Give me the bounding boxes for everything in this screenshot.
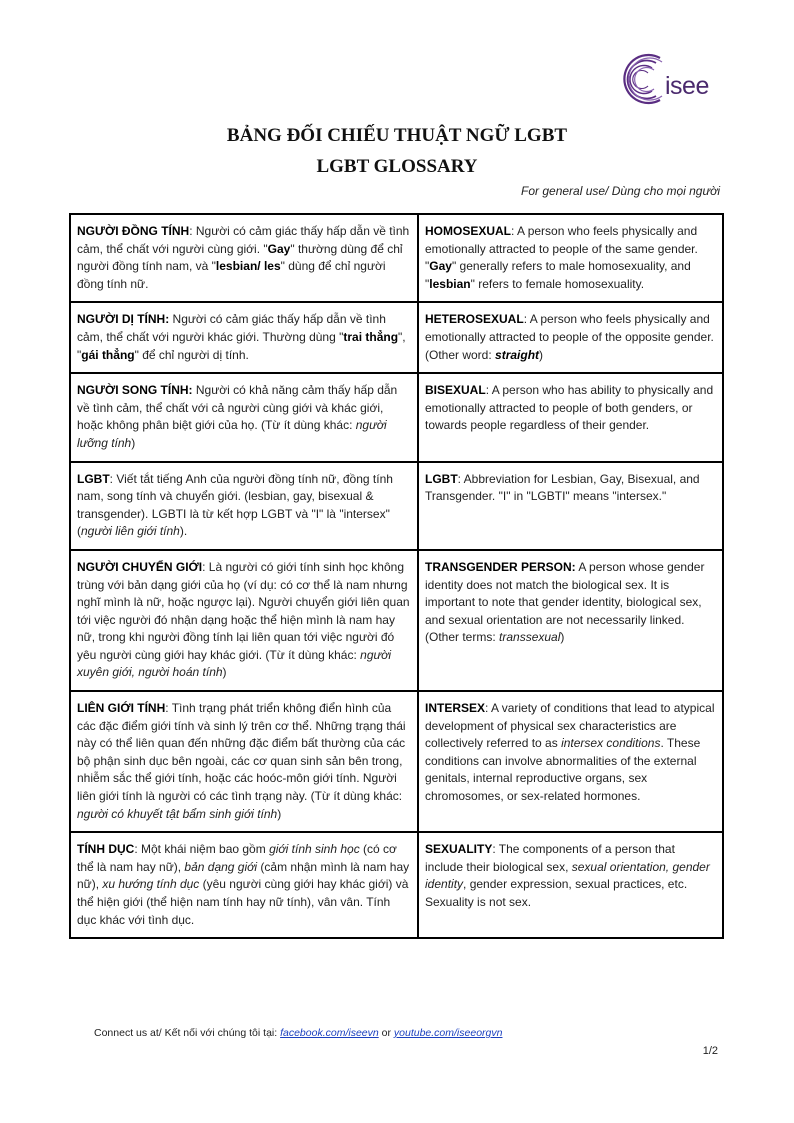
definition-text: xu hướng tính dục: [102, 877, 200, 892]
definition-text: người lưỡng tính: [77, 418, 387, 450]
cell-english: [418, 691, 723, 832]
definition-text: : The components of a person that include their biological sex,: [425, 842, 675, 874]
term-label: NGƯỜI ĐỒNG TÍNH: [77, 224, 190, 238]
cell-english: [418, 373, 723, 461]
definition-text: ): [560, 630, 565, 645]
footer-mid: or: [378, 1027, 394, 1039]
definition-text: (yêu người cùng giới hay khác giới) và thể hiện giới (thể hiện nam tính hay nữ tính), vân vân. Tính dục khác với tình dục.: [77, 877, 409, 927]
term-label: LGBT: [77, 471, 110, 486]
footer: [94, 1027, 502, 1039]
term-label: HOMOSEXUAL: [425, 224, 512, 238]
definition-text: lesbian: [429, 276, 471, 291]
cell-english: [418, 550, 723, 691]
definition-text: straight: [495, 347, 540, 362]
definition-text: bản dạng giới: [184, 859, 258, 874]
definition-text: : Abbreviation for Lesbian, Gay, Bisexual, and Transgender. "I" in "LGBTI" means "intersex.": [425, 471, 700, 504]
page-number: 1/2: [702, 1045, 718, 1057]
definition-text: : Người có cảm giác thấy hấp dẫn về tình cảm, thể chất với người cùng giới. ": [77, 224, 410, 256]
definition-text: : A variety of conditions that lead to atypical development of physical sex characteristics are collectively referred to as: [425, 701, 715, 751]
subtitle: For general use/ Dùng cho mọi người: [521, 184, 720, 198]
definition-text: , gender expression, sexual practices, etc. Sexuality is not sex.: [425, 877, 688, 909]
definition-text: intersex conditions: [561, 736, 661, 751]
brand-name: isee: [665, 72, 709, 100]
definition-text: ): [131, 435, 136, 450]
term-label: NGƯỜI SONG TÍNH:: [77, 383, 193, 398]
definition-text: lesbian/ les: [215, 259, 281, 274]
cell-english: [418, 302, 723, 373]
definition-text: transsexual: [499, 630, 561, 645]
table-row: [70, 462, 723, 550]
cell-vietnamese: [70, 691, 418, 832]
definition-text: : Một khái niệm bao gồm: [134, 842, 270, 857]
definition-text: . These conditions can involve abnormalities of the external genitals, internal reproductive organs, sex chromosomes, or sex-related hormones.: [425, 736, 701, 804]
term-label: SEXUALITY: [425, 842, 493, 857]
definition-text: Gay: [267, 241, 291, 256]
cell-english: [418, 832, 723, 938]
definition-text: ): [222, 665, 227, 680]
table-row: [70, 691, 723, 832]
definition-text: : A person who feels physically and emotionally attracted to people of the same gender. ": [425, 224, 698, 274]
table-row: [70, 373, 723, 461]
definition-text: ): [277, 806, 282, 821]
definition-text: A person whose gender identity does not match the biological sex. It is important to note that gender identity, biological sex, and sexual orientation are not necessarily linked. (Other terms:: [425, 559, 705, 645]
cell-vietnamese: [70, 214, 418, 302]
term-label: NGƯỜI CHUYỂN GIỚI: [77, 559, 203, 574]
glossary-table: [69, 213, 724, 939]
definition-text: " refers to female homosexuality.: [470, 276, 645, 291]
definition-text: ", ": [77, 329, 406, 362]
term-label: LIÊN GIỚI TÍNH: [77, 701, 166, 716]
facebook-link[interactable]: facebook.com/iseevn: [280, 1027, 379, 1039]
definition-text: ).: [179, 524, 188, 539]
term-label: TRANSGENDER PERSON:: [425, 559, 576, 574]
footer-prefix: Connect us at/ Kết nối với chúng tôi tại:: [94, 1027, 281, 1039]
cell-vietnamese: [70, 373, 418, 461]
definition-text: " generally refers to male homosexuality, and ": [425, 259, 691, 291]
table-row: [70, 832, 723, 938]
glossary-body: [70, 214, 723, 938]
definition-text: giới tính sinh học: [269, 842, 360, 857]
cell-vietnamese: [70, 832, 418, 938]
table-row: [70, 214, 723, 302]
cell-vietnamese: [70, 550, 418, 691]
definition-text: " thường dùng để chỉ người đồng tính nam, và ": [77, 241, 403, 274]
definition-text: Người có khả năng cảm thấy hấp dẫn về tình cảm, thể chất với cả người cùng giới và khác giới, hoặc không phân biệt giới của họ. (Từ ít dùng khác:: [77, 383, 398, 433]
youtube-link[interactable]: youtube.com/iseeorgvn: [393, 1027, 503, 1039]
term-label: BISEXUAL: [425, 383, 486, 398]
definition-text: ): [539, 347, 544, 362]
cell-english: [418, 462, 723, 550]
definition-text: : Tình trạng phát triển không điển hình của các đặc điểm giới tính và sinh lý trên cơ thể. Những trạng thái này có thể liên quan đến những đặc điểm bất thường của các bộ phận sinh dục bên ngoài, các cơ quan sinh sản bên trong, nhiễm sắc thể giới tính, hoặc các hoóc-môn giới tính. Người liên giới tính là người có các tình trạng này. (Từ ít dùng khác:: [77, 701, 406, 804]
term-label: LGBT: [425, 471, 458, 486]
cell-english: [418, 214, 723, 302]
definition-text: trai thẳng: [343, 329, 399, 344]
definition-text: người xuyên giới, người hoán tính: [77, 647, 392, 680]
definition-text: : Là người có giới tính sinh học không trùng với bản dạng giới của họ (ví dụ: có cơ thể là nam nhưng nghĩ mình là nữ, hoặc ngược lại). Người chuyển giới liên quan tới việc người đó nhận dạng hoặc thể hiện mình là nam hay nữ, trong khi người đồng tính lại liên quan tới việc người đó yêu người cùng giới hay khác giới. (Từ ít dùng khác:: [77, 559, 410, 662]
definition-text: người có khuyết tật bẩm sinh giới tính: [77, 806, 278, 821]
definition-text: (có cơ thể là nam hay nữ),: [77, 842, 397, 874]
table-row: [70, 550, 723, 691]
table-row: [70, 302, 723, 373]
definition-text: người liên giới tính: [81, 524, 180, 539]
term-label: NGƯỜI DỊ TÍNH:: [77, 312, 170, 327]
definition-text: Người có cảm giác thấy hấp dẫn về tình cảm, thể chất với người khác giới. Thường dùng ": [77, 312, 386, 344]
definition-text: " dùng để chỉ người đồng tính nữ.: [77, 259, 386, 291]
term-label: INTERSEX: [425, 701, 486, 716]
definition-text: gái thẳng: [81, 347, 135, 362]
cell-vietnamese: [70, 302, 418, 373]
definition-text: " để chỉ người dị tính.: [134, 347, 249, 362]
definition-text: (cảm nhận mình là nam hay nữ),: [77, 859, 410, 892]
definition-text: : A person who feels physically and emotionally attracted to people of the opposite gender. (Other word:: [425, 312, 714, 362]
page-title-en: LGBT GLOSSARY: [316, 156, 478, 177]
page-title-vn: BẢNG ĐỐI CHIẾU THUẬT NGỮ LGBT: [226, 125, 568, 146]
definition-text: sexual orientation, gender identity: [425, 859, 710, 892]
term-label: TÍNH DỤC: [77, 842, 135, 857]
definition-text: Gay: [429, 259, 452, 274]
cell-vietnamese: [70, 462, 418, 550]
definition-text: : Viết tắt tiếng Anh của người đồng tính nữ, đồng tính nam, song tính và chuyển giới. (lesbian, gay, bisexual & transgender). LGBTI là từ kết hợp LGBT và "I" là "intersex" (: [77, 471, 393, 539]
term-label: HETEROSEXUAL: [425, 312, 524, 327]
definition-text: : A person who has ability to physically and emotionally attracted to people of both genders, or towards people regardless of their gender.: [425, 383, 714, 433]
